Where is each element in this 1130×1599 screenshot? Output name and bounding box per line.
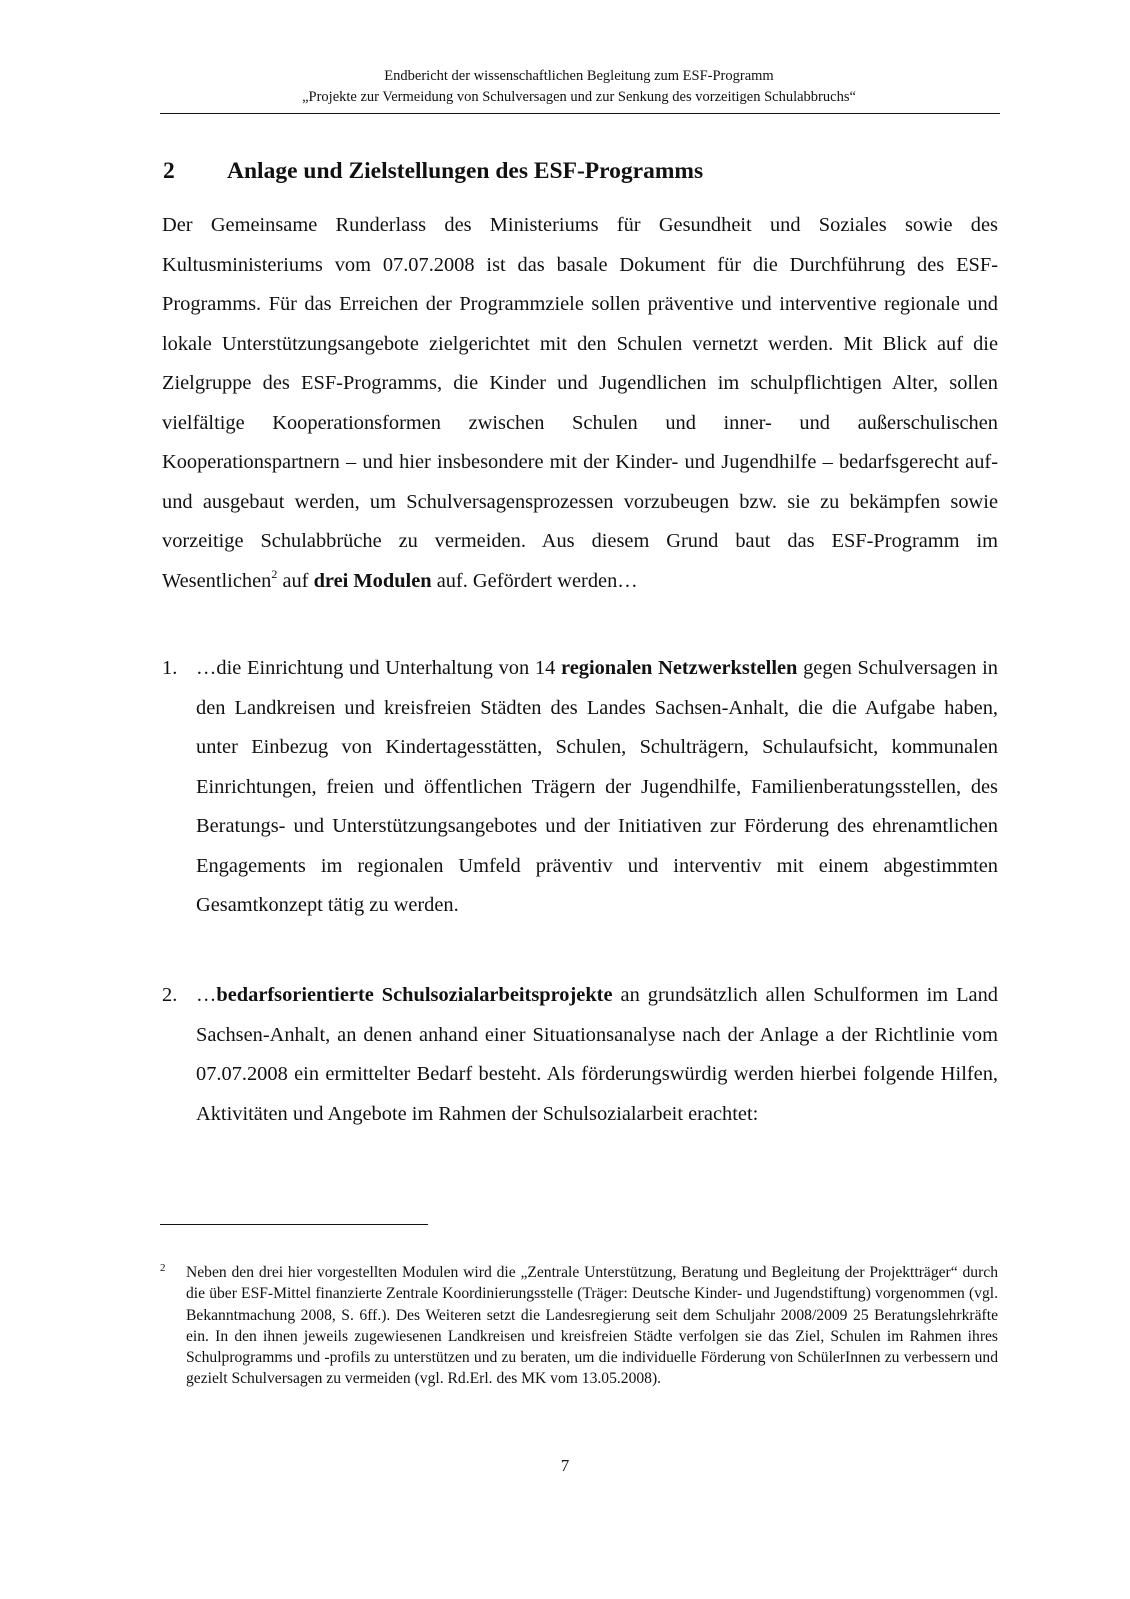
section-title: Anlage und Zielstellungen des ESF-Programms [227,158,704,184]
section-heading [163,158,703,185]
list-item-bold-term: bedarfsorientierte Schulsozialarbeitsprojekte [216,984,613,1006]
footnote-mark: 2 [160,1262,166,1274]
intro-text: Der Gemeinsame Runderlass des Ministeriums für Gesundheit und Soziales sowie des Kultusministeriums vom 07.07.2008 ist das basale Dokument für die Durchführung des ESF-Programms. Für das Erreichen der Programmziele sollen präventive und interventive regionale und lokale Unterstützungsangebote zielgerichtet mit den Schulen vernetzt werden. Mit Blick auf die Zielgruppe des ESF-Programms, die Kinder und Jugendlichen im schulpflichtigen Alter, sollen vielfältige Kooperationsformen zwischen Schulen und inner- und außerschulischen Kooperationspartnern – und hier insbesondere mit der Kinder- und Jugendhilfe – bedarfsgerecht auf- und ausgebaut werden, um Schulversagensprozessen vorzubeugen bzw. sie zu bekämpfen sowie vorzeitige Schulabbrüche zu vermeiden. Aus diesem Grund baut das ESF-Programm im Wesentlichen [162,214,998,592]
header-rule [160,113,1000,114]
intro-text-cont: auf [277,569,314,592]
running-header [160,66,998,108]
footnote-separator [160,1224,428,1225]
list-marker: 1. [162,657,178,679]
list-item-netzwerkstellen [162,649,998,926]
list-marker: 2. [162,984,178,1006]
footnote-text: Neben den drei hier vorgestellten Modulen wird die „Zentrale Unterstützung, Beratung und Begleitung der Projektträger“ durch die über ESF-Mittel finanzierte Zentrale Koordinierungsstelle (Träger: Deutsche Kinder- und Jugendstiftung) vorgenommen (vgl. Bekanntmachung 2008, S. 6ff.). Des Weiteren setzt die Landesregierung seit dem Schuljahr 2008/2009 25 Beratungslehrkräfte ein. In den ihnen jeweils zugewiesenen Landkreisen und kreisfreien Städte verfolgen sie das Ziel, Schulen im Rahmen ihres Schulprogramms und -profils zu unterstützen und zu beraten, um die individuelle Förderung von SchülerInnen zu verbessern und gezielt Schulversagen zu vermeiden (vgl. Rd.Erl. des MK vom 13.05.2008). [186,1264,998,1388]
header-line-2: „Projekte zur Vermeidung von Schulversagen und zur Senkung des vorzeitigen Schulabbruchs“ [302,89,856,105]
list-item-text [196,649,998,926]
list-item-schulsozialarbeit [162,976,998,1134]
header-line-1: Endbericht der wissenschaftlichen Begleitung zum ESF-Programm [384,68,774,84]
list-item-text [196,976,998,1134]
intro-paragraph [162,206,998,601]
list-item-text-start: … [196,984,217,1006]
list-item-bold-term: regionalen Netzwerkstellen [561,657,798,679]
footnote [160,1262,998,1390]
intro-text-end: auf. Gefördert werden… [431,569,638,592]
list-item-text-rest: gegen Schulversagen in den Landkreisen und kreisfreien Städten des Landes Sachsen-Anhalt, die die Aufgabe haben, unter Einbezug von Kindertagesstätten, Schulen, Schulträgern, Schulaufsicht, kommunalen Einrichtungen, freien und öffentlichen Trägern der Jugendhilfe, Familienberatungsstellen, des Beratungs- und Unterstützungsangebotes und der Initiativen zur Förderung des ehrenamtlichen Engagements im regionalen Umfeld präventiv und interventiv mit einem abgestimmten Gesamtkonzept tätig zu werden. [196,657,998,916]
page-number: 7 [560,1456,570,1475]
list-item-text-rest: an grundsätzlich allen Schulformen im Land Sachsen-Anhalt, an denen anhand einer Situationsanalyse nach der Anlage a der Richtlinie vom 07.07.2008 ein ermittelter Bedarf besteht. Als förderungswürdig werden hierbei folgende Hilfen, Aktivitäten und Angebote im Rahmen der Schulsozialarbeit erachtet: [196,984,998,1125]
section-number: 2 [163,158,175,184]
list-item-text-start: …die Einrichtung und Unterhaltung von 14 [196,657,562,679]
footnote-reference[interactable]: 2 [271,566,278,581]
intro-bold-term: drei Modulen [313,569,432,592]
